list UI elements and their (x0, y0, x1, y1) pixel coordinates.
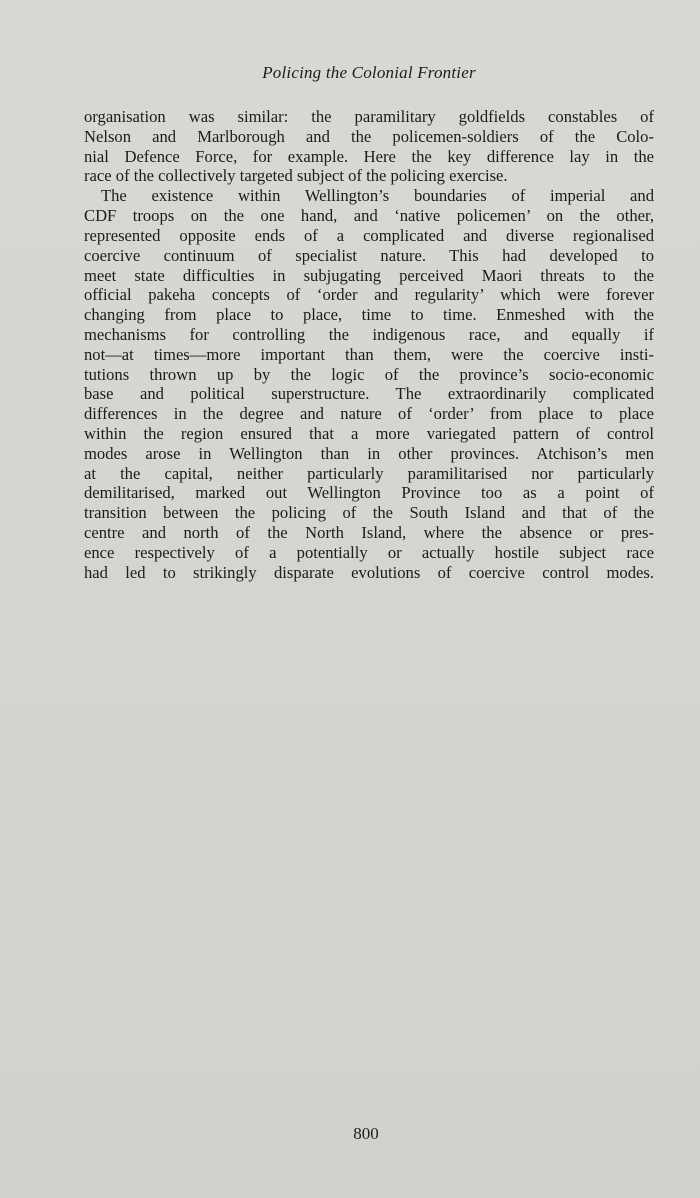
text-line: The existence within Wellington’s boundaries of imperial and (101, 186, 654, 206)
text-line: tutions thrown up by the logic of the province’s socio-economic (84, 364, 654, 384)
paragraph-2 (84, 186, 654, 582)
text-line: not—at times—more important than them, were the coercive insti- (84, 344, 654, 364)
text-line: modes arose in Wellington than in other provinces. Atchison’s men (84, 443, 654, 463)
text-line: within the region ensured that a more variegated pattern of control (84, 424, 654, 443)
text-line: transition between the policing of the South Island and that of the (84, 503, 654, 523)
text-line: base and political superstructure. The extraordinarily complicated (84, 384, 654, 404)
text-line: represented opposite ends of a complicated and diverse regionalised (84, 225, 654, 245)
page-number: 800 (353, 1124, 379, 1143)
text-line: nial Defence Force, for example. Here the key difference lay in the (84, 146, 654, 166)
text-line: centre and north of the North Island, where the absence or pres- (84, 523, 654, 543)
text-line: meet state difficulties in subjugating perceived Maori threats to the (84, 265, 654, 285)
text-line: changing from place to place, time to time. Enmeshed with the (84, 305, 654, 325)
text-line: demilitarised, marked out Wellington Province too as a point of (84, 483, 654, 503)
body-text (84, 107, 654, 583)
text-line: Nelson and Marlborough and the policemen-soldiers of the Colo- (84, 126, 654, 146)
text-line: organisation was similar: the paramilitary goldfields constables of (84, 107, 654, 126)
paragraph-1 (84, 107, 654, 186)
text-line: had led to strikingly disparate evolutions of coercive control modes. (84, 562, 654, 582)
text-line: coercive continuum of specialist nature. This had developed to (84, 245, 654, 265)
text-line: CDF troops on the one hand, and ‘native policemen’ on the other, (84, 206, 654, 226)
text-line: mechanisms for controlling the indigenous race, and equally if (84, 324, 654, 344)
text-line: differences in the degree and nature of ‘order’ from place to place (84, 404, 654, 424)
text-line: at the capital, neither particularly paramilitarised nor particularly (84, 463, 654, 483)
text-line: race of the collectively targeted subject of the policing exercise. (84, 166, 508, 186)
text-line: ence respectively of a potentially or actually hostile subject race (84, 542, 654, 562)
running-head: Policing the Colonial Frontier (262, 63, 476, 82)
text-line: official pakeha concepts of ‘order and regularity’ which were forever (84, 285, 654, 305)
